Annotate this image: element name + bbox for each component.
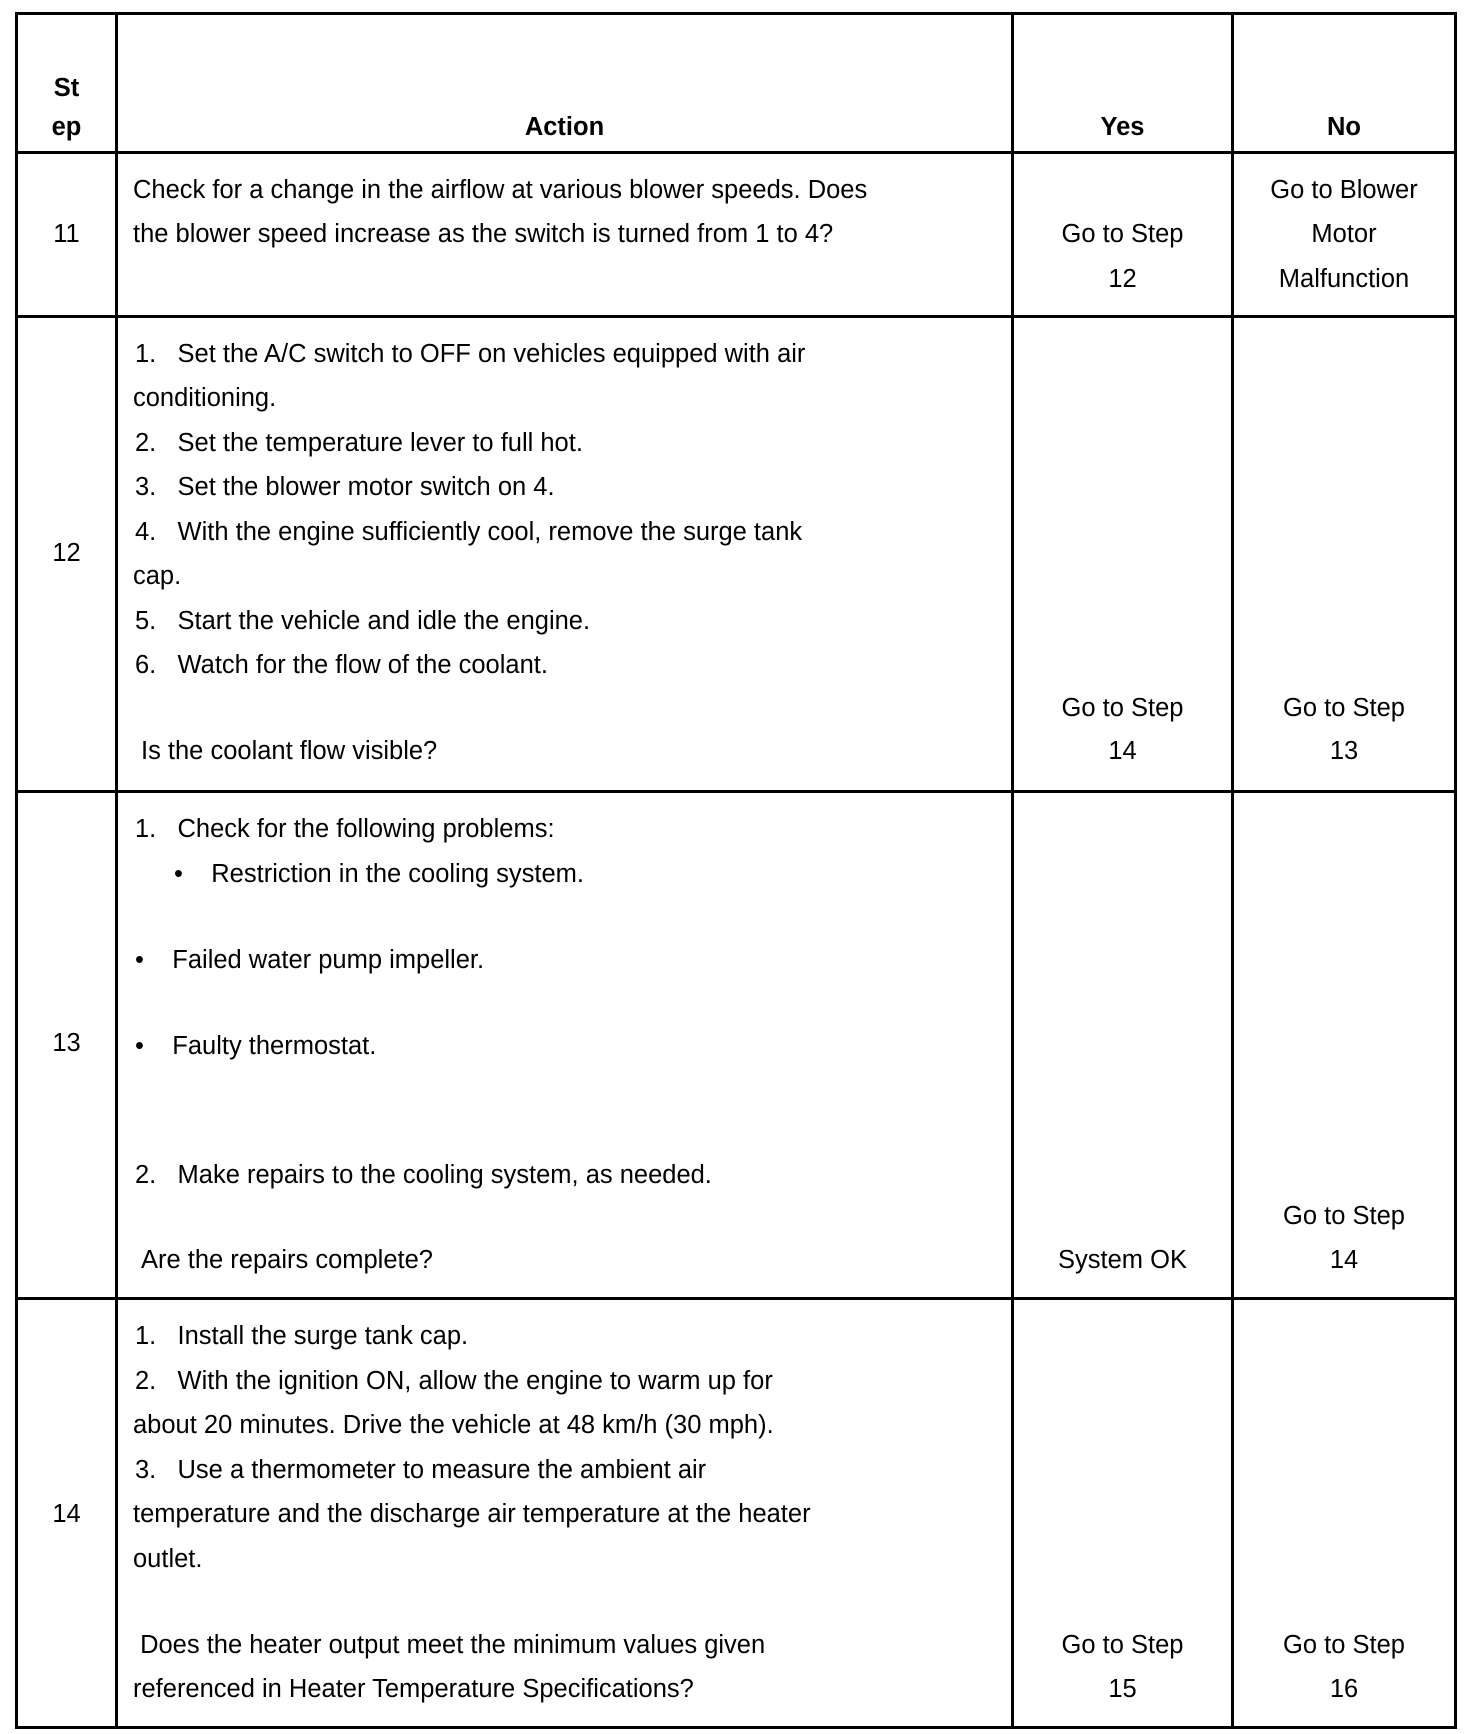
action-line: 5. Start the vehicle and idle the engine. [135, 607, 591, 635]
table-border-top [15, 12, 1457, 15]
action-line: temperature and the discharge air temperature at the heater [133, 1500, 811, 1528]
action-line: • Failed water pump impeller. [135, 946, 485, 974]
action-line: cap. [133, 562, 182, 590]
action-line: the blower speed increase as the switch is turned from 1 to 4? [133, 220, 834, 248]
action-question-14-line1: Does the heater output meet the minimum values given [133, 1631, 766, 1659]
action-line: conditioning. [133, 384, 277, 412]
no-result-12: Go to Step [1283, 694, 1405, 722]
row-divider-13 [15, 1297, 1457, 1300]
yes-result-12-step: 14 [1108, 737, 1137, 765]
yes-result-11: Go to Step [1061, 220, 1184, 248]
row-divider-header [15, 151, 1457, 154]
no-result-13-step: 14 [1329, 1246, 1359, 1274]
action-line: 1. Set the A/C switch to OFF on vehicles equipped with air [135, 340, 806, 368]
action-line: about 20 minutes. Drive the vehicle at 48 km/h (30 mph). [133, 1411, 774, 1439]
no-result-11-line2: Motor [1311, 220, 1377, 248]
action-line: 1. Install the surge tank cap. [135, 1322, 469, 1350]
action-line: Check for a change in the airflow at various blower speeds. Does [133, 176, 868, 204]
step-number-14: 14 [52, 1500, 81, 1528]
no-result-11-line3: Malfunction [1278, 265, 1410, 293]
no-result-12-step: 13 [1329, 737, 1359, 765]
table-border-right [1454, 12, 1457, 1729]
header-action: Action [524, 113, 605, 141]
table-border-bottom [15, 1726, 1457, 1729]
action-question-14-line2: referenced in Heater Temperature Specifications? [133, 1675, 694, 1703]
yes-result-12: Go to Step [1061, 694, 1184, 722]
action-line: • Faulty thermostat. [135, 1032, 377, 1060]
header-step-line2: ep [51, 113, 82, 141]
header-no: No [1327, 113, 1361, 141]
yes-result-14-step: 15 [1108, 1675, 1137, 1703]
action-line: 1. Check for the following problems: [135, 815, 555, 843]
yes-result-14: Go to Step [1061, 1631, 1184, 1659]
yes-result-13: System OK [1058, 1246, 1187, 1274]
action-line: • Restriction in the cooling system. [174, 860, 585, 888]
step-number-11: 11 [53, 220, 80, 248]
no-result-11: Go to Blower [1270, 176, 1418, 204]
yes-result-11-step: 12 [1108, 265, 1137, 293]
action-line: 2. With the ignition ON, allow the engine to warm up for [135, 1367, 773, 1395]
action-line: 2. Make repairs to the cooling system, as needed. [135, 1161, 712, 1189]
row-divider-12 [15, 790, 1457, 793]
step-number-12: 12 [52, 539, 81, 567]
action-line: 3. Use a thermometer to measure the ambient air [135, 1456, 707, 1484]
header-yes: Yes [1100, 113, 1145, 141]
action-question-12: Is the coolant flow visible? [141, 737, 438, 765]
action-line: 3. Set the blower motor switch on 4. [135, 473, 555, 501]
no-result-14-step: 16 [1329, 1675, 1359, 1703]
column-divider-step [115, 12, 118, 1729]
row-divider-11 [15, 315, 1457, 318]
action-line: 2. Set the temperature lever to full hot. [135, 429, 583, 457]
table-border-left [15, 12, 18, 1729]
action-question-13: Are the repairs complete? [141, 1246, 433, 1274]
no-result-13: Go to Step [1283, 1202, 1405, 1230]
action-line: outlet. [133, 1545, 203, 1573]
action-line: 6. Watch for the flow of the coolant. [135, 651, 548, 679]
header-step-line1: St [53, 74, 80, 102]
step-number-13: 13 [52, 1029, 81, 1057]
action-line: 4. With the engine sufficiently cool, remove the surge tank [135, 518, 803, 546]
no-result-14: Go to Step [1283, 1631, 1405, 1659]
